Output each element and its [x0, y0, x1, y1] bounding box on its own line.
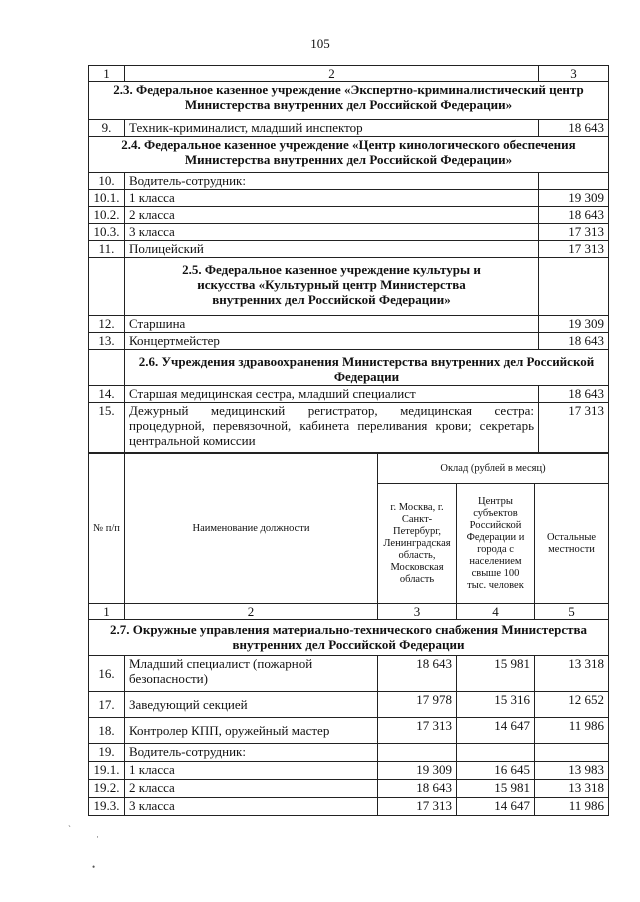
table-row	[89, 744, 609, 762]
section-2-4-heading: 2.4. Федеральное казенное учреждение «Центр кинологического обеспечения Министерства внутренних дел Российской Федерации»	[89, 137, 609, 173]
table-row	[89, 798, 609, 816]
salary-moscow: 17 978	[378, 692, 457, 718]
scan-speck: •	[92, 862, 96, 872]
position-name: Водитель-сотрудник:	[125, 744, 378, 762]
salary-centers: 15 316	[457, 692, 535, 718]
table-row	[89, 333, 609, 350]
table-row	[89, 718, 609, 744]
row-number: 10.1.	[89, 190, 125, 207]
table-row	[89, 386, 609, 403]
header-position: Наименование должности	[125, 454, 378, 604]
column-number-row	[89, 66, 609, 82]
salary-other: 13 318	[535, 656, 609, 692]
header-moscow: г. Москва, г. Санкт-Петербург, Ленинградская область, Московская область	[378, 484, 457, 604]
position-name: Техник-криминалист, младший инспектор	[125, 120, 539, 137]
salary-other: 11 986	[535, 718, 609, 744]
salary-other: 11 986	[535, 798, 609, 816]
salary-value: 19 309	[539, 190, 609, 207]
section-heading-row	[89, 620, 609, 656]
salary-value: 18 643	[539, 386, 609, 403]
table-row	[89, 403, 609, 453]
position-name: Заведующий секцией	[125, 692, 378, 718]
header-salary-group: Оклад (рублей в месяц)	[378, 454, 609, 484]
section-heading-row	[89, 82, 609, 120]
salary-moscow: 18 643	[378, 656, 457, 692]
position-name: Старшина	[125, 316, 539, 333]
table-row	[89, 762, 609, 780]
column-number-row	[89, 604, 609, 620]
salary-value: 18 643	[539, 207, 609, 224]
position-name: Полицейский	[125, 241, 539, 258]
row-number: 19.3.	[89, 798, 125, 816]
salary-moscow: 18 643	[378, 780, 457, 798]
salary-moscow	[378, 744, 457, 762]
salary-value: 18 643	[539, 333, 609, 350]
position-name: 1 класса	[125, 762, 378, 780]
table-row	[89, 692, 609, 718]
row-number: 19.	[89, 744, 125, 762]
salary-value: 18 643	[539, 120, 609, 137]
salary-moscow: 17 313	[378, 798, 457, 816]
row-number: 15.	[89, 403, 125, 453]
table-row	[89, 120, 609, 137]
salary-centers: 15 981	[457, 780, 535, 798]
row-number: 11.	[89, 241, 125, 258]
salary-value: 17 313	[539, 241, 609, 258]
salary-table-part-2	[88, 453, 609, 816]
salary-moscow: 19 309	[378, 762, 457, 780]
section-2-3-heading: 2.3. Федеральное казенное учреждение «Экспертно-криминалистический центр Министерства внутренних дел Российской Федерации»	[89, 82, 609, 120]
section-2-5-heading: 2.5. Федеральное казенное учреждение культуры и искусства «Культурный центр Министерства внутренних дел Российской Федерации»	[125, 258, 539, 316]
row-number: 16.	[89, 656, 125, 692]
table-row	[89, 173, 609, 190]
position-name: Контролер КПП, оружейный мастер	[125, 718, 378, 744]
table-row	[89, 656, 609, 692]
row-number: 18.	[89, 718, 125, 744]
row-number: 14.	[89, 386, 125, 403]
salary-value: 17 313	[539, 224, 609, 241]
position-name: 2 класса	[125, 780, 378, 798]
position-name: 2 класса	[125, 207, 539, 224]
salary-other: 12 652	[535, 692, 609, 718]
section-heading-row	[89, 137, 609, 173]
salary-centers: 16 645	[457, 762, 535, 780]
row-number: 19.2.	[89, 780, 125, 798]
header-row	[89, 454, 609, 484]
col-number-1: 1	[89, 66, 125, 82]
section-heading-row	[89, 258, 609, 316]
col-number-3: 3	[539, 66, 609, 82]
row-number: 19.1.	[89, 762, 125, 780]
col-number-3: 3	[378, 604, 457, 620]
row-number: 13.	[89, 333, 125, 350]
row-number: 9.	[89, 120, 125, 137]
col-number-5: 5	[535, 604, 609, 620]
row-number: 17.	[89, 692, 125, 718]
col-number-2: 2	[125, 604, 378, 620]
col-number-1: 1	[89, 604, 125, 620]
col-number-2: 2	[125, 66, 539, 82]
section-2-7-heading: 2.7. Окружные управления материально-технического снабжения Министерства внутренних дел Российской Федерации	[89, 620, 609, 656]
table-row	[89, 190, 609, 207]
salary-moscow: 17 313	[378, 718, 457, 744]
table-row	[89, 207, 609, 224]
header-number: № п/п	[89, 454, 125, 604]
salary-centers: 14 647	[457, 718, 535, 744]
page-number: 105	[310, 36, 330, 51]
section-heading-row	[89, 350, 609, 386]
salary-value: 19 309	[539, 316, 609, 333]
header-centers: Центры субъектов Российской Федерации и города с населением свыше 100 тыс. человек	[457, 484, 535, 604]
salary-other: 13 983	[535, 762, 609, 780]
row-number: 10.3.	[89, 224, 125, 241]
col-number-4: 4	[457, 604, 535, 620]
row-number: 10.	[89, 173, 125, 190]
salary-centers	[457, 744, 535, 762]
salary-table-part-1	[88, 65, 609, 453]
position-name: Водитель-сотрудник:	[125, 173, 539, 190]
salary-centers: 14 647	[457, 798, 535, 816]
salary-value: 17 313	[539, 403, 609, 453]
row-number: 10.2.	[89, 207, 125, 224]
scan-speck: ·	[96, 832, 99, 842]
table-row	[89, 241, 609, 258]
salary-other	[535, 744, 609, 762]
row-number: 12.	[89, 316, 125, 333]
table-row	[89, 224, 609, 241]
position-name: Дежурный медицинский регистратор, медицинская сестра: процедурной, перевязочной, кабинета переливания крови; секретарь центральной комиссии	[125, 403, 539, 453]
position-name: Младший специалист (пожарной безопасности)	[125, 656, 378, 692]
salary-other: 13 318	[535, 780, 609, 798]
position-name: 3 класса	[125, 224, 539, 241]
section-2-6-heading: 2.6. Учреждения здравоохранения Министерства внутренних дел Российской Федерации	[125, 350, 609, 386]
position-name: 1 класса	[125, 190, 539, 207]
position-name: Старшая медицинская сестра, младший специалист	[125, 386, 539, 403]
scan-speck: `	[68, 824, 71, 834]
position-name: Концертмейстер	[125, 333, 539, 350]
table-row	[89, 780, 609, 798]
table-row	[89, 316, 609, 333]
header-other: Остальные местности	[535, 484, 609, 604]
position-name: 3 класса	[125, 798, 378, 816]
salary-value	[539, 173, 609, 190]
salary-centers: 15 981	[457, 656, 535, 692]
